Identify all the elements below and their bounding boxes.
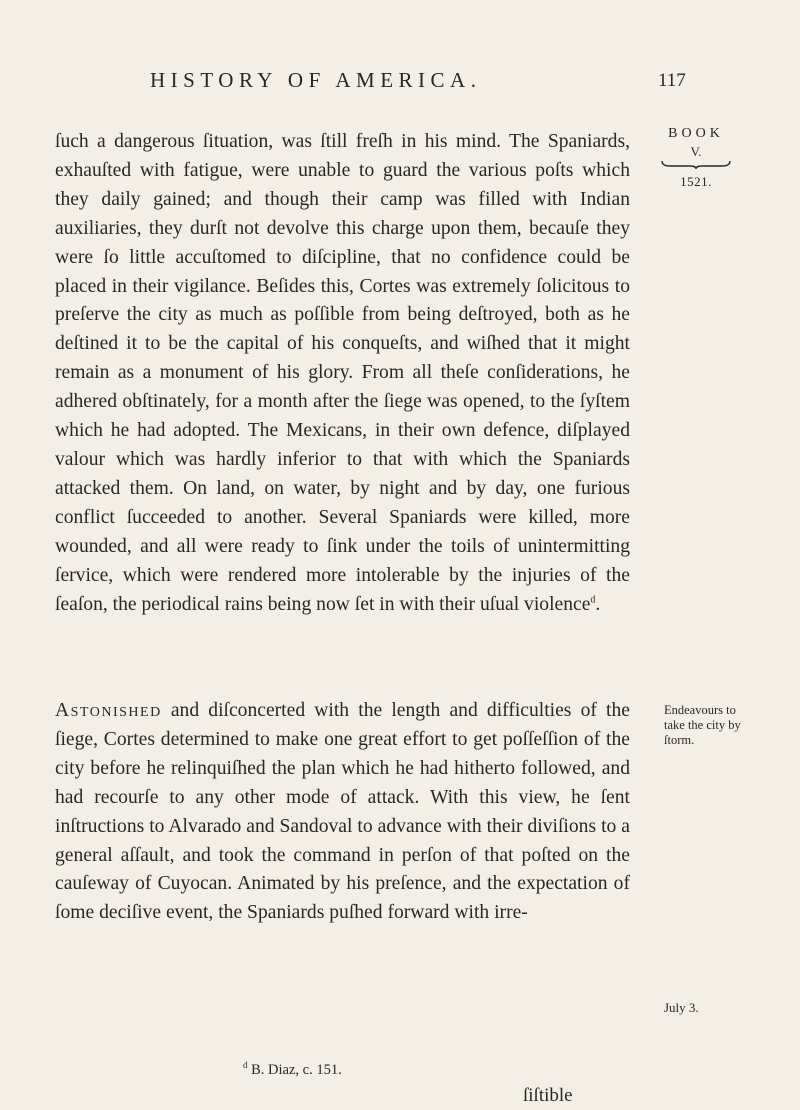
paragraph-1-text: ſuch a dangerous ſituation, was ſtill freſh in his mind. The Spaniards, exhauſted with fatigue, were unable to guard the various poſts which they daily gained; and though their camp was filled with Indian auxiliaries, they durſt not devolve this charge upon them, becauſe they were ſo little accuſtomed to diſcipline, that no confidence could be placed in their vigilance. Beſides this, Cortes was extremely ſolicitous to preſerve the city as much as poſſible from being deſtroyed, both as he deſtined it to be the capital of his conqueſts, and wiſhed that it might remain as a monument of his glory. From all theſe conſiderations, he adhered obſtinately, for a month after the ſiege was opened, to the ſyſtem which he had adopted. The Mexicans, in their own defence, diſplayed valour which was hardly inferior to that with which the Spaniards attacked them. On land, on water, by night and by day, one furious conflict ſucceeded to another. Several Spaniards were killed, more wounded, and all were ready to ſink under the toils of unintermitting ſervice, which were rendered more intolerable by the injuries of the ſeaſon, the periodical rains being now ſet in with their uſual violence: [55, 131, 630, 615]
paragraph-2: [55, 697, 630, 928]
margin-year: 1521.: [680, 174, 712, 189]
page-number: 117: [658, 70, 686, 91]
footnote-text: B. Diaz, c. 151.: [251, 1062, 342, 1078]
book-volume: V.: [690, 144, 702, 159]
running-head: HISTORY OF AMERICA.: [150, 68, 482, 92]
footnote-marker: d: [243, 1060, 248, 1071]
margin-note-endeavours: Endeavours to take the city by ſtorm.: [664, 703, 741, 747]
footnote-reference: d: [590, 593, 596, 605]
catchword: ſiſtible: [523, 1085, 573, 1106]
book-label: BOOK: [668, 126, 724, 141]
margin-book-label: [657, 125, 735, 191]
paragraph-2-lead: Astonished: [55, 700, 162, 721]
paragraph-2-text: and diſconcerted with the length and difficulties of the ſiege, Cortes determined to make one great effort to get poſſeſſion of the city before he relinquiſhed the plan which he had hitherto followed, and had recourſe to any other mode of attack. With this view, he ſent inſtructions to Alvarado and Sandoval to advance with their diviſions to a general aſſault, and took the command in perſon of that poſted on the cauſeway of Cuyocan. Animated by his preſence, and the expectation of ſome deciſive event, the Spaniards puſhed forward with irre-: [55, 700, 630, 924]
paragraph-1: ſuch a dangerous ſituation, was ſtill freſh in his mind. The Spaniards, exhauſted with fatigue, were unable to guard the various poſts which they daily gained; and though their camp was filled with Indian auxiliaries, they durſt not devolve this charge upon them, becauſe they were ſo little accuſtomed to diſcipline, that no confidence could be placed in their vigilance. Beſides this, Cortes was extremely ſolicitous to preſerve the city as much as poſſible from being deſtroyed, both as he deſtined it to be the capital of his conqueſts, and wiſhed that it might remain as a monument of his glory. From all theſe conſiderations, he adhered obſtinately, for a month after the ſiege was opened, to the ſyſtem which he had adopted. The Mexicans, in their own defence, diſplayed valour which was hardly inferior to that with which the Spaniards attacked them. On land, on water, by night and by day, one furious conflict ſucceeded to another. Several Spaniards were killed, more wounded, and all were ready to ſink under the toils of unintermitting ſervice, which were rendered more intolerable by the injuries of the ſeaſon, the periodical rains being now ſet in with their uſual violence$^d$.: [55, 131, 630, 615]
footnote: [243, 1062, 342, 1079]
margin-note-date: July 3.: [664, 1000, 699, 1015]
